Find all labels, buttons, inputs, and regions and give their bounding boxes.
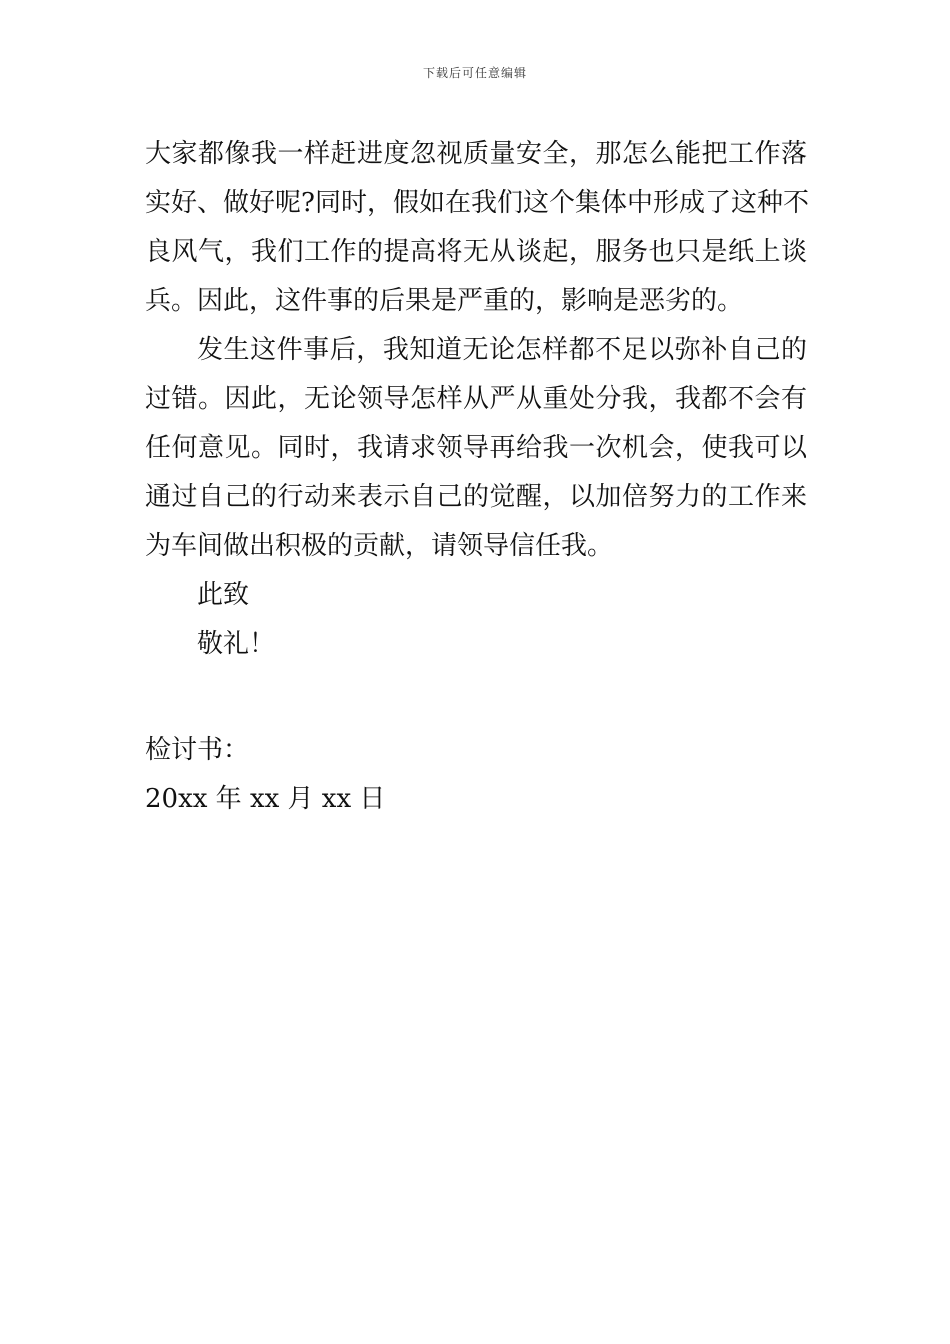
paragraph-1 xyxy=(145,130,807,326)
text-line: 大家都像我一样赶进度忽视质量安全，那怎么能把工作落 xyxy=(145,139,807,169)
closing-salutation-1: 此致 xyxy=(197,580,250,610)
text-line: 发生这件事后，我知道无论怎样都不足以弥补自己的 xyxy=(197,335,807,365)
text-line: 为车间做出积极的贡献，请领导信任我。 xyxy=(145,531,614,561)
paragraph-2 xyxy=(145,326,807,571)
text-line: 兵。因此，这件事的后果是严重的，影响是恶劣的。 xyxy=(145,286,744,316)
text-line: 良风气，我们工作的提高将无从谈起，服务也只是纸上谈 xyxy=(145,237,807,267)
letter-body xyxy=(145,130,807,669)
text-line: 过错。因此，无论领导怎样从严从重处分我，我都不会有 xyxy=(145,384,807,414)
text-line: 任何意见。同时，我请求领导再给我一次机会，使我可以 xyxy=(145,433,807,463)
signature-title: 检讨书： xyxy=(145,735,250,765)
signature-block xyxy=(145,726,385,824)
closing-salutation-2: 敬礼！ xyxy=(197,629,276,659)
signature-date: 20xx 年 xx 月 xx 日 xyxy=(145,784,386,814)
text-line: 通过自己的行动来表示自己的觉醒，以加倍努力的工作来 xyxy=(145,482,807,512)
text-line: 实好、做好呢?同时，假如在我们这个集体中形成了这种不 xyxy=(145,188,809,218)
page-header: 下载后可任意编辑 xyxy=(422,66,527,80)
